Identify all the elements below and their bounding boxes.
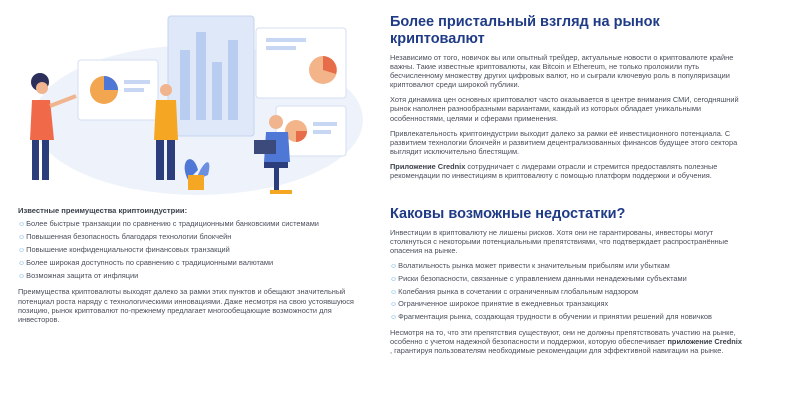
list-item: ☺Волатильность рынка может привести к значительным прибылям или убыткам — [390, 261, 670, 271]
check-circle-icon: ☺ — [18, 234, 26, 241]
section-title: Более пристальный взгляд на рынок криптовалют — [390, 14, 660, 47]
list-item: ☺Повышенная безопасность благодаря технологии блокчейн — [18, 232, 232, 241]
list-item: ☺Возможная защита от инфляции — [18, 271, 139, 280]
section-drawbacks — [390, 206, 742, 361]
check-circle-icon: ☺ — [18, 221, 26, 228]
list-item: ☺Колебания рынка в сочетании с ограниченным глобальным надзором — [390, 286, 639, 296]
check-circle-icon: ☺ — [390, 314, 398, 322]
list-item: ☺Более быстрые транзакции по сравнению с традиционными банковскими системами — [18, 219, 319, 228]
brand-name: приложение Crednix — [667, 337, 742, 347]
advantages-list — [18, 219, 366, 281]
paragraph-crednix: Приложение Crednix сотрудничает с лидерами отрасли и стремится предоставлять полезные рекомендации по инвестициям в криптовалюту с помощью платформ поддержки и обучения. — [390, 161, 718, 181]
check-circle-icon: ☺ — [18, 260, 26, 267]
paragraph: Хотя динамика цен основных криптовалют часто оказывается в центре внимания СМИ, сегодняшний рынок наполнен разнообразными вариантами, каждый из которых обладает уникальными особенностями, целями и сферами применения. — [390, 95, 739, 123]
drawbacks-list — [390, 261, 742, 322]
paragraph: Инвестиции в криптовалюту не лишены рисков. Хотя они не гарантированы, инвесторы могут столкнуться с некоторыми потенциальными препятствиями, что подтверждает распространённые опасения на рынке. — [390, 228, 729, 256]
paragraph: Независимо от того, новичок вы или опытный трейдер, актуальные новости о криптовалюте крайне важны. Такие известные криптовалюты, как Bitcoin и Ethereum, не только проложили путь бесчисленному множеству других цифровых валют, но и сыграли ключевую роль в популяризации криптовалют среди широкой публики. — [390, 53, 734, 90]
section-advantages — [18, 206, 366, 325]
closing-paragraph: Несмотря на то, что эти препятствия существуют, они не должны препятствовать участию на рынке, особенно с учетом надежной безопасности и поддержки, которую обеспечивает приложение Crednix , гарантируя пользователям необходимые рекомендации для эффективной навигации на рынке. — [390, 328, 742, 356]
advantages-paragraph: Преимущества криптовалюты выходят далеко за рамки этих пунктов и обещают значительный потенциал роста наряду с технологическими инновациями. Даже несмотря на свою устоявшуюся позицию, рынок криптовалют по-прежнему предлагает многообещающие возможности для инвесторов. — [18, 287, 354, 325]
list-item: ☺Повышение конфиденциальности финансовых транзакций — [18, 245, 230, 254]
paragraph: Привлекательность криптоиндустрии выходит далеко за рамки её инвестиционного потенциала. С развитием технологии блокчейн и развитием децентрализованных финансов будущее этого сектора выглядит исключительно блестящим. — [390, 128, 738, 156]
advantages-heading: Известные преимущества криптоиндустрии: — [18, 206, 188, 215]
check-circle-icon: ☺ — [390, 288, 398, 296]
check-circle-icon: ☺ — [390, 275, 398, 283]
list-item: ☺Более широкая доступность по сравнению с традиционными валютами — [18, 258, 274, 267]
brand-name: Приложение Crednix — [390, 161, 466, 171]
hero-illustration — [18, 10, 363, 200]
list-item: ☺Фрагментация рынка, создающая трудности в обучении и принятии решений для новичков — [390, 312, 712, 322]
check-circle-icon: ☺ — [390, 301, 398, 309]
check-circle-icon: ☺ — [18, 247, 26, 254]
list-item: ☺Ограниченное широкое принятие в ежедневных транзакциях — [390, 299, 609, 309]
list-item: ☺Риски безопасности, связанные с управлением данными ненадежными субъектами — [390, 273, 687, 283]
check-circle-icon: ☺ — [18, 273, 26, 280]
analytics-illustration — [18, 10, 363, 200]
check-circle-icon: ☺ — [390, 263, 398, 271]
section-market-overview — [390, 14, 742, 186]
section-title: Каковы возможные недостатки? — [390, 206, 626, 222]
